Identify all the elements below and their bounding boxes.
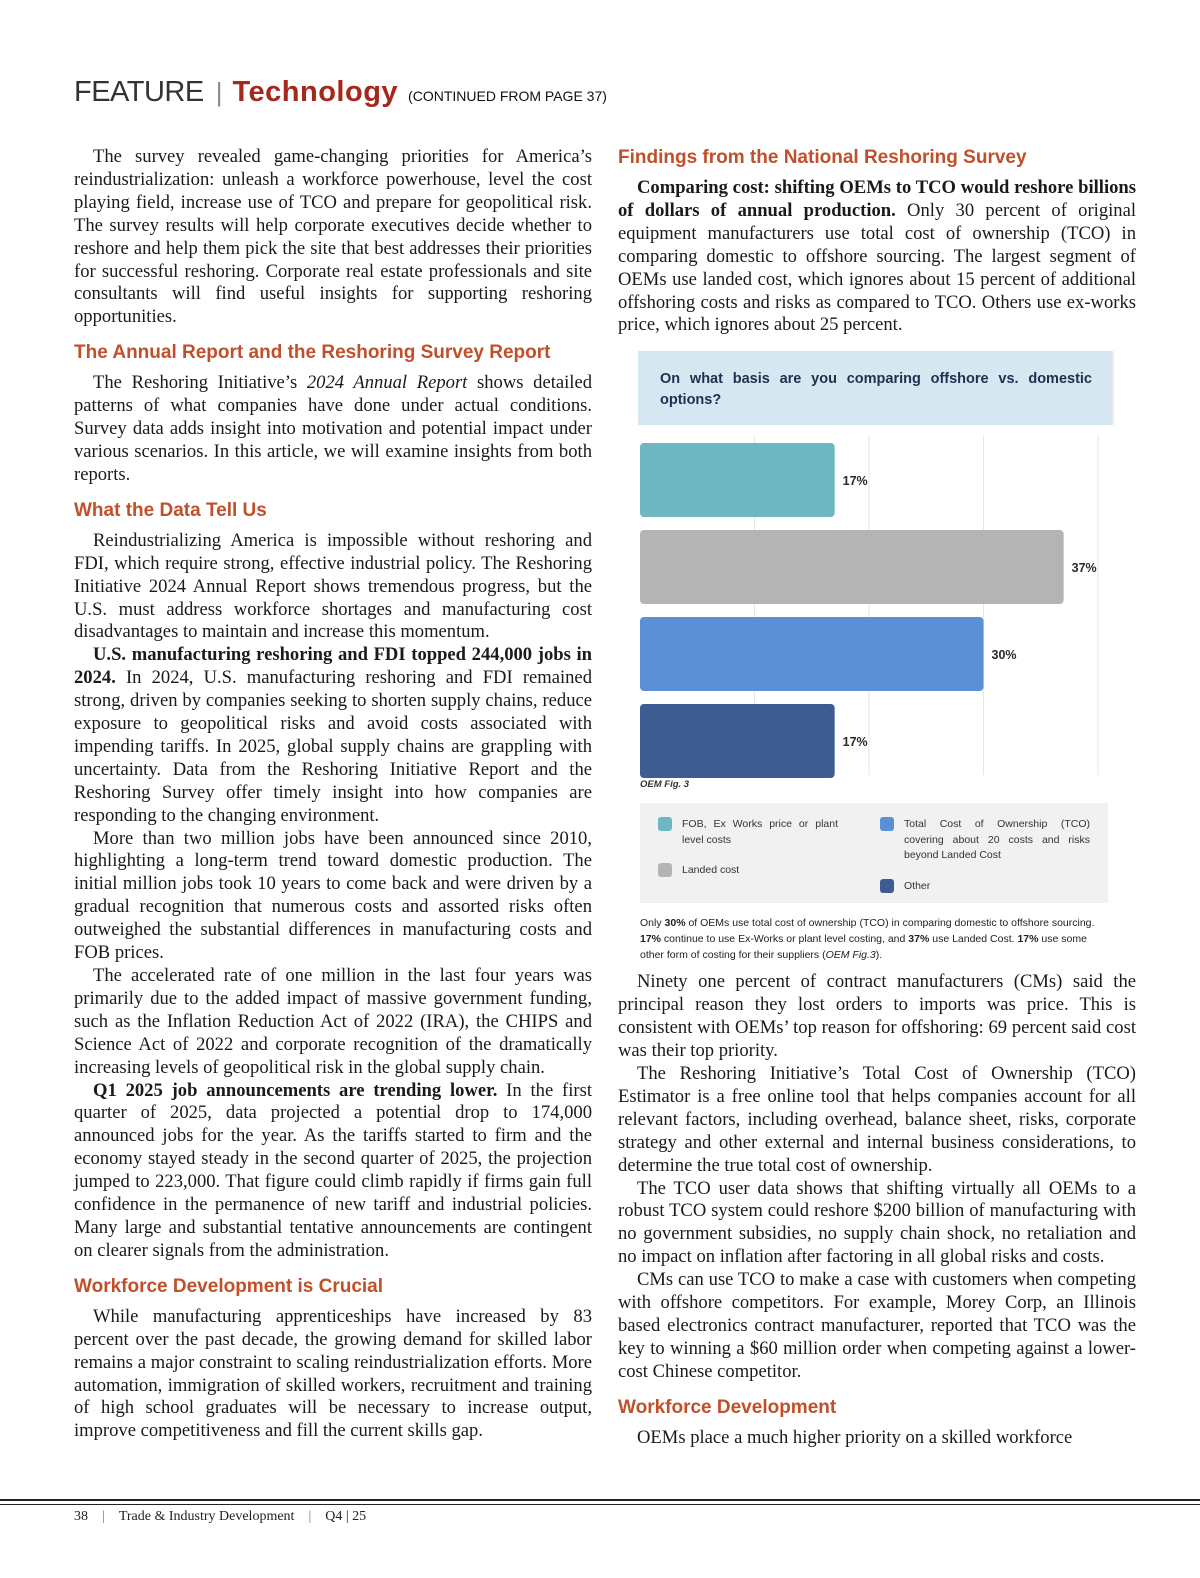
page-header [74, 76, 607, 116]
bar-value-label: 37% [1071, 561, 1097, 576]
caption-bold: 30% [664, 917, 686, 930]
legend-swatch [880, 817, 894, 831]
paragraph: OEMs place a much higher priority on a skilled workforce [637, 1426, 1073, 1448]
publication-name: Trade & Industry Development [118, 1509, 295, 1524]
heading-annual-report: The Annual Report and the Reshoring Survey Report [74, 342, 551, 364]
legend-item-fob [658, 817, 838, 848]
caption-text: use Landed Cost. [929, 933, 1018, 946]
text-run: The Reshoring Initiative’s [93, 372, 307, 394]
caption-text: use some other form of costing for their suppliers ( [640, 933, 1087, 962]
chart-caption [640, 915, 1112, 963]
caption-italic: OEM Fig.3 [825, 949, 876, 962]
legend-item-tco [880, 817, 1090, 864]
bar-3 [640, 617, 984, 691]
legend-label: FOB, Ex Works price or plant level costs [682, 818, 838, 846]
paragraph [618, 177, 1136, 337]
paragraph: While manufacturing apprenticeships have increased by 83 percent over the past decade, the growing demand for skilled labor remains a major constraint to scaling reindustrialization efforts. More automation, immigration of skilled workers, recruitment and training of high school graduates will be necessary to increase output, improve competitiveness and fill the current skills gap. [74, 1305, 592, 1442]
caption-text: of OEMs use total cost of ownership (TCO) in comparing domestic to offshore sourcing. [685, 917, 1095, 930]
paragraph [74, 644, 592, 827]
paragraph: The accelerated rate of one million in the last four years was primarily due to the added impact of massive government funding, such as the Inflation Reduction Act of 2022 (IRA), the CHIPS and Science Act of 2022 and corporate recognition of the dramatically increasing levels of geopolitical risk in the global supply chain. [74, 965, 592, 1078]
text-run: In 2024, U.S. manufacturing reshoring and FDI remained strong, driven by companies seeking to shorten supply chains, reduce exposure to geopolitical risks and avoid costs associated with impending tariffs. In 2025, global supply chains are grappling with uncertainty. Data from the Reshoring Initiative Report and the Reshoring Survey offer timely insight into how companies are responding to the changing environment. [74, 667, 592, 826]
footer-rule [0, 1499, 1200, 1501]
footer-divider: | [308, 1509, 312, 1524]
legend-item-other [880, 879, 1090, 895]
lead-in: U.S. manufacturing reshoring and FDI topped 244,000 jobs in 2024. [74, 644, 592, 689]
page-number: 38 [74, 1509, 88, 1524]
bar-4 [640, 704, 835, 778]
caption-text: continue to use Ex-Works or plant level costing, and [661, 933, 909, 946]
header-divider: | [215, 77, 223, 107]
right-column [618, 146, 1136, 1450]
bar-value-label: 17% [842, 474, 868, 489]
paragraph: The Reshoring Initiative’s Total Cost of Ownership (TCO) Estimator is a free online tool that helps companies account for all relevant factors, including overhead, balance sheet, risks, corporate strategy and other external and internal business considerations, to determine the true total cost of ownership. [618, 1062, 1136, 1176]
caption-text: Only [640, 917, 665, 930]
caption-text: ). [875, 949, 883, 962]
footer-divider: | [102, 1509, 105, 1524]
survey-chart [628, 351, 1114, 963]
legend-label: Other [904, 880, 931, 893]
section-label: FEATURE [74, 76, 204, 108]
lead-in: Q1 2025 job announcements are trending lower. [93, 1079, 498, 1101]
heading-findings: Findings from the National Reshoring Survey [618, 147, 1027, 168]
legend-swatch [658, 863, 672, 877]
bar-1 [640, 443, 835, 517]
text-run: In the first quarter of 2025, data projected a potential drop to 174,000 announced jobs for the year. As the tariffs started to firm and the economy stayed steady in the second quarter of 2025, the projection jumped to 223,000. That figure could climb rapidly if firms gain full confidence in the permanence of new tariff and industrial policies. Many large and substantial tentative announcements are contingent on clearer signals from the administration. [74, 1079, 592, 1261]
caption-bold: 17% [1017, 933, 1039, 946]
heading-data: What the Data Tell Us [74, 499, 267, 521]
caption-bold: 37% [908, 933, 930, 946]
issue-label: Q4 | 25 [325, 1509, 367, 1524]
chart-legend [640, 803, 1108, 903]
bar-2 [640, 530, 1064, 604]
bar-value-label: 30% [991, 648, 1017, 663]
paragraph: CMs can use TCO to make a case with customers when competing with offshore competitors. For example, Morey Corp, an Illinois based electronics contract manufacturer, reported that TCO was the key to winning a $60 million order when competing against a lower-cost Chinese competitor. [618, 1269, 1136, 1382]
lead-in: Comparing cost: shifting OEMs to TCO would reshore billions of dollars of annual production. [618, 177, 1136, 221]
paragraph: More than two million jobs have been announced since 2010, highlighting a long-term trend toward domestic production. The initial million jobs took 10 years to come back and were driven by a gradual recognition that numerous costs and assorted risks often outweighed the substantial differences in manufacturing costs and FOB prices. [74, 827, 592, 964]
caption-bold: 17% [640, 933, 662, 946]
paragraph [74, 1080, 592, 1263]
paragraph: Reindustrializing America is impossible without reshoring and FDI, which require strong, effective industrial policy. The Reshoring Initiative 2024 Annual Report shows tremendous progress, but the U.S. must address workforce shortages and manufacturing cost disadvantages to maintain and increase this momentum. [74, 529, 592, 643]
footer-rule [0, 1504, 1200, 1505]
chart-question: On what basis are you comparing offshore vs. domestic options? [638, 351, 1114, 425]
legend-swatch [880, 879, 894, 893]
topic-label: Technology [232, 76, 399, 108]
text-run: shows detailed patterns of what companies have done under actual conditions. Survey data adds insight into motivation and potential impact under various scenarios. In this article, we will examine insights from both reports. [74, 372, 593, 485]
bar-chart [628, 425, 1114, 797]
figure-label: OEM Fig. 3 [640, 779, 690, 791]
report-title: 2024 Annual Report [306, 372, 468, 394]
bar-value-label: 17% [842, 735, 868, 750]
text-run: Only 30 percent of original equipment manufacturers use total cost of ownership (TCO) in comparing domestic to offshore sourcing. The largest segment of OEMs use landed cost, which ignores about 15 percent of additional offshoring costs and risks as compared to TCO. Others use ex-works price, which ignores about 25 percent. [618, 199, 1136, 336]
heading-workforce: Workforce Development [618, 1396, 837, 1418]
paragraph: The survey revealed game-changing priorities for America’s reindustrialization: unleash a workforce powerhouse, level the cost playing field, increase use of TCO and prepare for geopolitical risk. The survey results will help corporate executives decide whether to reshore and help them pick the site that best addresses their priorities for successful reshoring. Corporate real estate professionals and site consultants will find useful insights for supporting reshoring opportunities. [74, 146, 592, 328]
legend-item-landed [658, 863, 838, 879]
paragraph: Ninety one percent of contract manufacturers (CMs) said the principal reason they lost orders to imports was price. This is consistent with OEMs’ top reason for offshoring: 69 percent said cost was their top priority. [618, 971, 1136, 1062]
paragraph [74, 372, 592, 487]
left-column [74, 146, 592, 1443]
legend-label: Total Cost of Ownership (TCO) covering about 20 costs and risks beyond Landed Cost [904, 818, 1090, 862]
paragraph: The TCO user data shows that shifting virtually all OEMs to a robust TCO system could reshore $200 billion of manufacturing with no government subsidies, no supply chain shock, no retaliation and no impact on inflation after factoring in all global risks and costs. [618, 1177, 1136, 1268]
page-footer [74, 1509, 366, 1525]
legend-swatch [658, 817, 672, 831]
continued-note: (CONTINUED FROM PAGE 37) [408, 88, 607, 104]
legend-label: Landed cost [682, 864, 740, 877]
heading-workforce-crucial: Workforce Development is Crucial [74, 1275, 384, 1297]
